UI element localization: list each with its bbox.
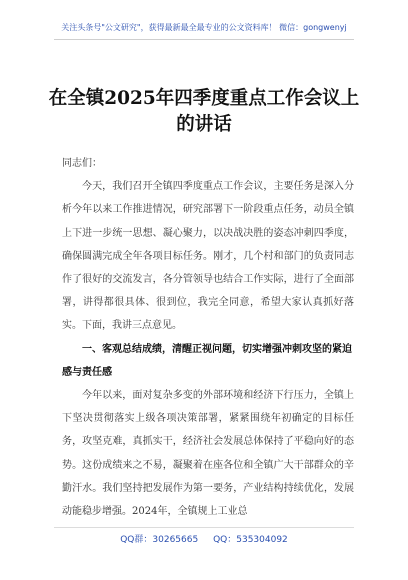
footer-qq: QQ：535304092 xyxy=(213,535,288,545)
opening-paragraph: 今天，我们召开全镇四季度重点工作会议，主要任务是深入分析今年以来工作推进情况，研究部署下一阶段重点任务，动员全镇上下进一步统一思想、凝心聚力，以决战决胜的姿态冲刺四季度，确保圆满完成全年各项目标任务。刚才，几个村和部门的负责同志作了很好的交流发言，各分管领导也结合工作实际，进行了全面部署，讲得都很具体、很到位，我完全同意，希望大家认真抓好落实。下面，我讲三点意见。 xyxy=(62,181,354,332)
header-banner: 关注头条号"公文研究"，获得最新最全最专业的公文资料库！ 微信：gongwenyj xyxy=(61,23,347,32)
document-title: 在全镇2025年四季度重点工作会议上的讲话 xyxy=(48,88,360,135)
footer xyxy=(0,532,408,545)
document-body xyxy=(62,152,354,523)
greeting: 同志们： xyxy=(62,158,102,169)
section-paragraph-1: 今年以来，面对复杂多变的外部环境和经济下行压力，全镇上下坚决贯彻落实上级各项决策部署，紧紧围绕年初确定的目标任务，攻坚克难，真抓实干，经济社会发展总体保持了平稳向好的态势。这份成绩来之不易，凝聚着在座各位和全镇广大干部群众的辛勤汗水。我们坚持把发展作为第一要务，产业结构持续优化，发展动能稳步增强。2024年，全镇规上工业总 xyxy=(62,390,354,518)
footer-qq-group: QQ群：30265665 xyxy=(120,535,199,545)
section-heading-1: 一、客观总结成绩，清醒正视问题，切实增强冲刺攻坚的紧迫感与责任感 xyxy=(62,343,352,378)
header-divider xyxy=(54,39,354,40)
footer-divider xyxy=(54,527,354,528)
